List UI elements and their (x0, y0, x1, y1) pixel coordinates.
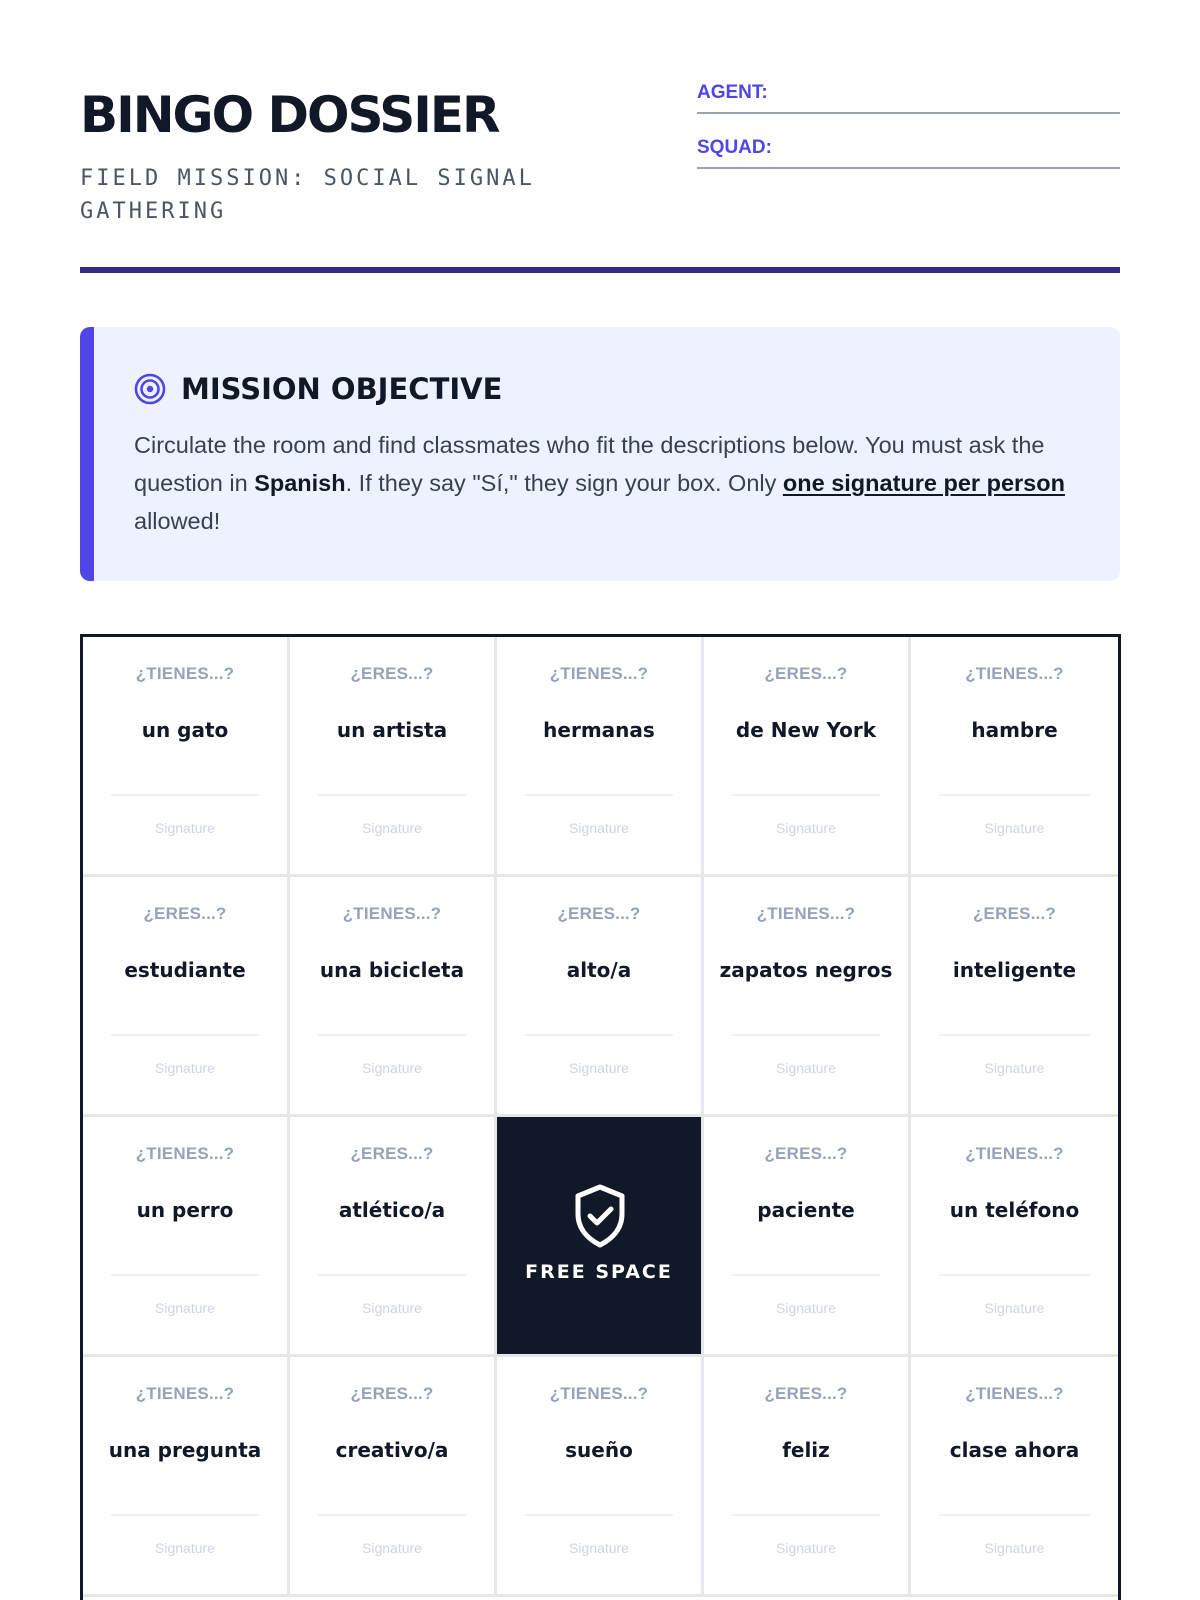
signature-line[interactable] (111, 1274, 259, 1276)
signature-label: Signature (776, 1300, 836, 1316)
objective-text-emphasis: Spanish (254, 470, 346, 496)
bingo-cell[interactable] (911, 1357, 1118, 1597)
signature-label: Signature (776, 1540, 836, 1556)
signature-label: Signature (155, 1060, 215, 1076)
bingo-cell[interactable] (911, 637, 1118, 877)
signature-line[interactable] (111, 1034, 259, 1036)
bingo-cell[interactable] (911, 1117, 1118, 1357)
bingo-cell[interactable] (497, 877, 704, 1117)
signature-label: Signature (984, 820, 1045, 836)
bingo-cell[interactable] (704, 877, 911, 1117)
cell-answer: un perro (136, 1197, 234, 1222)
agent-label: AGENT: (697, 82, 768, 103)
free-space-label: FREE SPACE (525, 1261, 673, 1283)
cell-answer: paciente (757, 1197, 855, 1222)
cell-question: ¿ERES...? (143, 904, 227, 923)
signature-label: Signature (155, 1540, 215, 1556)
bingo-cell[interactable] (290, 1117, 497, 1357)
objective-text (134, 426, 1074, 540)
signature-label: Signature (155, 820, 215, 836)
bingo-cell[interactable] (497, 637, 704, 877)
cell-question: ¿TIENES...? (549, 1384, 649, 1403)
cell-question: ¿ERES...? (350, 1384, 434, 1403)
cell-answer: hermanas (543, 717, 655, 742)
bingo-board (80, 634, 1121, 1600)
bingo-cell[interactable] (83, 1357, 290, 1597)
objective-text-part: . If they say "Sí," they sign your box. Only (345, 470, 783, 496)
identity-fields (697, 80, 1120, 169)
signature-line[interactable] (111, 1514, 259, 1516)
cell-question: ¿TIENES...? (135, 1144, 235, 1163)
signature-line[interactable] (939, 1034, 1090, 1036)
signature-line[interactable] (318, 1514, 466, 1516)
signature-line[interactable] (525, 794, 673, 796)
free-space-cell (497, 1117, 704, 1357)
bingo-cell[interactable] (497, 1357, 704, 1597)
signature-line[interactable] (732, 1514, 880, 1516)
signature-line[interactable] (939, 794, 1090, 796)
bingo-cell[interactable] (290, 637, 497, 877)
bingo-cell[interactable] (83, 637, 290, 877)
page-title: BINGO DOSSIER (80, 86, 499, 144)
signature-line[interactable] (732, 1274, 880, 1276)
signature-label: Signature (984, 1060, 1045, 1076)
cell-answer: inteligente (952, 957, 1077, 982)
signature-label: Signature (362, 820, 422, 836)
signature-line[interactable] (732, 794, 880, 796)
cell-question: ¿ERES...? (350, 664, 434, 683)
cell-question: ¿ERES...? (972, 904, 1057, 923)
cell-answer: una pregunta (108, 1437, 262, 1462)
signature-label: Signature (362, 1300, 422, 1316)
cell-answer: una bicicleta (319, 957, 465, 982)
signature-label: Signature (569, 1540, 629, 1556)
cell-question: ¿TIENES...? (342, 904, 442, 923)
bingo-cell[interactable] (290, 877, 497, 1117)
signature-label: Signature (776, 820, 836, 836)
signature-label: Signature (155, 1300, 215, 1316)
bingo-cell[interactable] (704, 1117, 911, 1357)
cell-answer: estudiante (124, 957, 246, 982)
cell-question: ¿TIENES...? (965, 1384, 1064, 1403)
signature-label: Signature (362, 1060, 422, 1076)
cell-answer: sueño (565, 1437, 633, 1462)
cell-answer: de New York (735, 717, 877, 742)
signature-label: Signature (362, 1540, 422, 1556)
cell-answer: creativo/a (335, 1437, 449, 1462)
signature-label: Signature (776, 1060, 836, 1076)
objective-text-part: allowed! (134, 508, 221, 534)
bingo-cell[interactable] (704, 1357, 911, 1597)
cell-question: ¿TIENES...? (965, 1144, 1064, 1163)
cell-question: ¿TIENES...? (135, 1384, 235, 1403)
cell-question: ¿ERES...? (764, 664, 848, 683)
signature-label: Signature (984, 1300, 1045, 1316)
squad-field[interactable] (697, 135, 1120, 169)
objective-title: MISSION OBJECTIVE (181, 372, 503, 406)
cell-answer: clase ahora (949, 1437, 1080, 1462)
signature-line[interactable] (318, 1274, 466, 1276)
objective-text-part: Circulate the room and find classmates who fit the descriptions below. You must ask the question in (134, 432, 1045, 496)
header-divider (80, 267, 1120, 273)
signature-line[interactable] (939, 1514, 1090, 1516)
cell-answer: un artista (336, 717, 448, 742)
signature-label: Signature (569, 820, 629, 836)
signature-line[interactable] (525, 1514, 673, 1516)
signature-line[interactable] (318, 1034, 466, 1036)
signature-line[interactable] (318, 794, 466, 796)
cell-question: ¿TIENES...? (549, 664, 649, 683)
cell-question: ¿TIENES...? (965, 664, 1064, 683)
signature-line[interactable] (525, 1034, 673, 1036)
cell-question: ¿ERES...? (764, 1384, 848, 1403)
bingo-cell[interactable] (911, 877, 1118, 1117)
mission-objective-panel (80, 327, 1120, 581)
cell-answer: atlético/a (338, 1197, 446, 1222)
signature-line[interactable] (732, 1034, 880, 1036)
squad-label: SQUAD: (697, 137, 772, 158)
cell-question: ¿ERES...? (350, 1144, 434, 1163)
bingo-cell[interactable] (704, 637, 911, 877)
cell-answer: alto/a (566, 957, 632, 982)
signature-label: Signature (984, 1540, 1045, 1556)
signature-line[interactable] (111, 794, 259, 796)
cell-question: ¿TIENES...? (135, 664, 235, 683)
cell-answer: feliz (782, 1437, 830, 1462)
cell-question: ¿TIENES...? (756, 904, 856, 923)
bingo-cell[interactable] (290, 1357, 497, 1597)
cell-answer: hambre (971, 717, 1058, 742)
page-subtitle: FIELD MISSION: SOCIAL SIGNAL GATHERING (80, 166, 535, 224)
header (80, 80, 1120, 224)
objective-text-rule: one signature per person (782, 470, 1065, 496)
cell-answer: zapatos negros (719, 957, 893, 982)
cell-answer: un teléfono (949, 1197, 1080, 1222)
bingo-cell[interactable] (83, 1117, 290, 1357)
bingo-cell[interactable] (83, 877, 290, 1117)
target-icon (134, 373, 166, 405)
signature-label: Signature (569, 1060, 629, 1076)
agent-field[interactable] (697, 80, 1120, 114)
cell-question: ¿ERES...? (557, 904, 641, 923)
signature-line[interactable] (939, 1274, 1090, 1276)
cell-answer: un gato (141, 717, 229, 742)
cell-question: ¿ERES...? (764, 1144, 848, 1163)
shield-check-icon (572, 1183, 628, 1249)
